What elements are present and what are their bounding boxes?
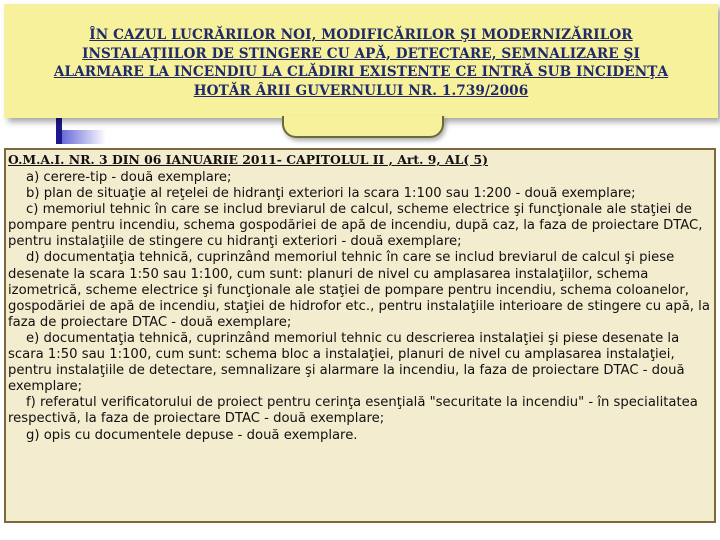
title-line-4: HOTĂR ÂRII GUVERNULUI NR. 1.739/2006 [193,82,529,99]
slide-title [28,26,694,100]
decorative-pill [282,116,444,138]
list-item-b: b) plan de situaţie al reţelei de hidranţi exteriori la scara 1:100 sau 1:200 - două exemplare; [26,186,636,202]
content-box [4,148,716,523]
list-item-d: d) documentaţia tehnică, cuprinzând memoriul tehnic în care se includ breviarul de calcul şi piese desenate la scara 1:50 sau 1:100, cum sunt: planuri de nivel cu amplasarea instalaţiilor, schema izometrică, scheme electrice şi funcţionale ale staţiei de pompare pentru incendiu, schema coloanelor, gospodăriei de apă de incendiu, staţiei de hidrofor etc., pentru instalaţiile interioare de stingere cu apă, la faza de proiectare DTAC - două exemplare; [8,250,710,330]
decorative-gradient [62,130,106,144]
title-banner [4,4,718,118]
title-line-1: ÎN CAZUL LUCRĂRILOR NOI, MODIFICĂRILOR ŞI MODERNIZĂRILOR [89,27,633,43]
list-item-e: e) documentaţia tehnică, cuprinzând memoriul tehnic cu descrierea instalaţiei şi piese desenate la scara 1:50 sau 1:100, cum sunt: schema bloc a instalaţiei, planuri de nivel cu amplasarea instalaţiei, pentru instalaţiile de detectare, semnalizare şi alarmare la incendiu, la faza de proiectare DTAC - două exemplare; [8,330,685,395]
title-line-2: INSTALAŢIILOR DE STINGERE CU APĂ, DETECTARE, SEMNALIZARE ŞI [82,45,640,62]
list-item-g: g) opis cu documentele depuse - două exemplare. [26,427,358,443]
title-line-3: ALARMARE LA INCENDIU LA CLĂDIRI EXISTENTE CE INTRĂ SUB INCIDENŢA [53,64,669,80]
list-item-a: a) cerere-tip - două exemplare; [26,170,232,185]
legal-reference: O.M.A.I. NR. 3 DIN 06 IANUARIE 2011- CAPITOLUL II , Art. 9, AL( 5) [8,152,488,167]
list-item-f: f) referatul verificatorului de proiect pentru cerinţa esenţială "securitate la incendiu" - în specialitatea respectivă, la faza de proiectare DTAC - două exemplare; [8,395,698,427]
list-item-c: c) memoriul tehnic în care se includ breviarul de calcul, scheme electrice şi funcţionale ale staţiei de pompare pentru incendiu, schema gospodăriei de apă de incendiu, după caz, la faza de proiectare DTAC, pentru instalaţiile de stingere cu hidranţi exteriori - două exemplare; [8,202,703,250]
